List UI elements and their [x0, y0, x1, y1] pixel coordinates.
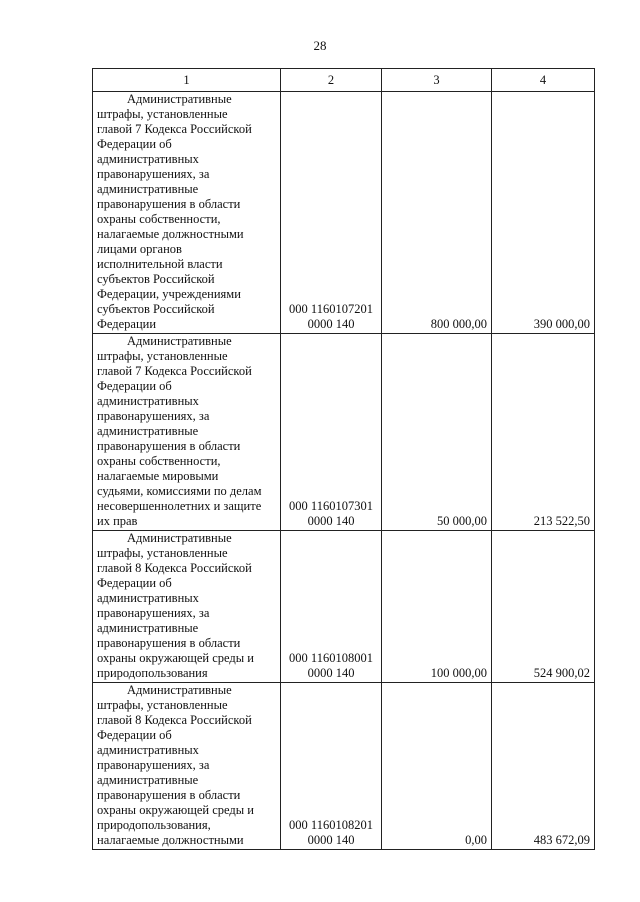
description-line: налагаемые должностными — [97, 227, 244, 241]
description-line: их прав — [97, 514, 138, 528]
revenue-description — [93, 334, 281, 531]
code-line: 000 1160108001 — [289, 651, 373, 665]
table-row — [93, 92, 595, 334]
column-header: 2 — [281, 69, 382, 92]
description-line: субъектов Российской — [97, 272, 215, 286]
description-line: административных — [97, 743, 199, 757]
description-line: административных — [97, 591, 199, 605]
column-header: 1 — [93, 69, 281, 92]
description-line: налагаемые должностными — [97, 833, 244, 847]
table-row — [93, 334, 595, 531]
description-line: судьями, комиссиями по делам — [97, 484, 262, 498]
code-line: 0000 140 — [307, 514, 355, 528]
table-row — [93, 531, 595, 683]
description-line: административные — [97, 773, 199, 787]
description-line: Федерации — [97, 317, 157, 331]
description-line: штрафы, установленные — [97, 698, 228, 712]
code-line: 000 1160108201 — [289, 818, 373, 832]
description-line: охраны окружающей среды и — [97, 803, 254, 817]
description-line: Федерации об — [97, 137, 172, 151]
column-header: 4 — [492, 69, 595, 92]
revenue-table — [92, 68, 595, 850]
description-line: Административные — [127, 531, 232, 545]
description-line: Административные — [127, 334, 232, 348]
planned-amount: 100 000,00 — [382, 531, 492, 683]
description-line: правонарушениях, за — [97, 758, 210, 772]
code-line: 0000 140 — [307, 666, 355, 680]
budget-classification-code — [281, 683, 382, 850]
description-line: охраны собственности, — [97, 454, 221, 468]
actual-amount: 524 900,02 — [492, 531, 595, 683]
description-line: лицами органов — [97, 242, 182, 256]
planned-amount: 800 000,00 — [382, 92, 492, 334]
description-line: природопользования — [97, 666, 208, 680]
description-line: главой 7 Кодекса Российской — [97, 364, 252, 378]
actual-amount: 213 522,50 — [492, 334, 595, 531]
table-row — [93, 683, 595, 850]
description-line: административные — [97, 621, 199, 635]
actual-amount: 483 672,09 — [492, 683, 595, 850]
description-line: административных — [97, 152, 199, 166]
code-line: 0000 140 — [307, 833, 355, 847]
description-line: Федерации об — [97, 379, 172, 393]
description-line: правонарушениях, за — [97, 606, 210, 620]
column-header: 3 — [382, 69, 492, 92]
description-line: правонарушения в области — [97, 636, 241, 650]
description-line: административные — [97, 182, 199, 196]
description-line: природопользования, — [97, 818, 211, 832]
description-line: штрафы, установленные — [97, 546, 228, 560]
actual-amount: 390 000,00 — [492, 92, 595, 334]
planned-amount: 0,00 — [382, 683, 492, 850]
description-line: правонарушениях, за — [97, 409, 210, 423]
code-line: 0000 140 — [307, 317, 355, 331]
description-line: административных — [97, 394, 199, 408]
code-line: 000 1160107301 — [289, 499, 373, 513]
description-line: правонарушения в области — [97, 788, 241, 802]
description-line: главой 8 Кодекса Российской — [97, 561, 252, 575]
description-line: главой 7 Кодекса Российской — [97, 122, 252, 136]
description-line: Федерации об — [97, 728, 172, 742]
description-line: Административные — [127, 683, 232, 697]
description-line: налагаемые мировыми — [97, 469, 219, 483]
description-line: штрафы, установленные — [97, 107, 228, 121]
description-line: субъектов Российской — [97, 302, 215, 316]
revenue-description — [93, 92, 281, 334]
description-line: главой 8 Кодекса Российской — [97, 713, 252, 727]
description-line: исполнительной власти — [97, 257, 223, 271]
planned-amount: 50 000,00 — [382, 334, 492, 531]
description-line: несовершеннолетних и защите — [97, 499, 262, 513]
description-line: административные — [97, 424, 199, 438]
budget-classification-code — [281, 334, 382, 531]
budget-classification-code — [281, 531, 382, 683]
description-line: Федерации об — [97, 576, 172, 590]
description-line: охраны собственности, — [97, 212, 221, 226]
page-number: 28 — [313, 38, 327, 53]
description-line: Административные — [127, 92, 232, 106]
revenue-description — [93, 531, 281, 683]
revenue-description — [93, 683, 281, 850]
description-line: правонарушениях, за — [97, 167, 210, 181]
description-line: штрафы, установленные — [97, 349, 228, 363]
description-line: правонарушения в области — [97, 197, 241, 211]
description-line: правонарушения в области — [97, 439, 241, 453]
description-line: охраны окружающей среды и — [97, 651, 254, 665]
description-line: Федерации, учреждениями — [97, 287, 241, 301]
table-header-row — [93, 69, 595, 92]
code-line: 000 1160107201 — [289, 302, 373, 316]
budget-classification-code — [281, 92, 382, 334]
